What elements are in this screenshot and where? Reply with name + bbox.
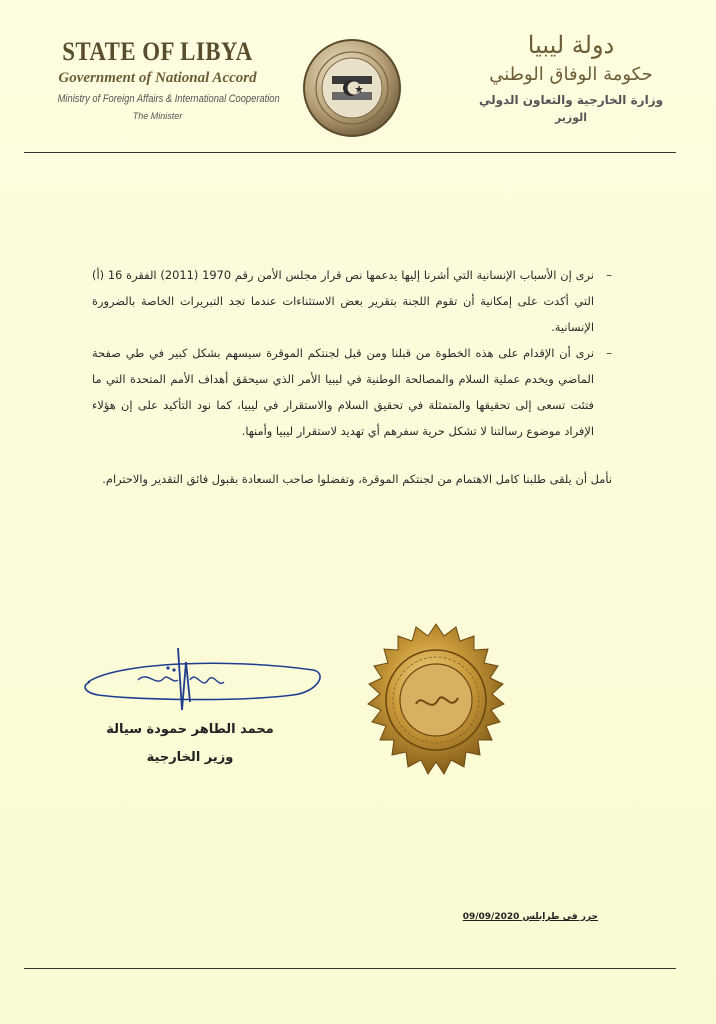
- signatory-name: محمد الطاهر حمودة سيالة: [106, 722, 274, 737]
- office-title-arabic: الوزير: [554, 111, 588, 124]
- ministry-name-arabic: وزارة الخارجية والتعاون الدولي: [478, 93, 664, 107]
- date-line: حرر في طرابلس 09/09/2020: [462, 912, 598, 922]
- body-paragraph-2: – نرى أن الإقدام على هذه الخطوة من قبلنا ومن قبل لجنتكم الموقرة سيسهم بشكل كبير في طي صفحة الماضي ويخدم عملية السلام والمصالحة الوطنية في ليبيا الأمر الذي سيحقق أهداف الأمم المتحدة التي ما فتئت تسعى إلى تحقيقها والمتمثلة في تحقيق السلام والاستقرار في ليبيا، كما نود التأكيد على إن هؤلاء الإفراد موضوع رسالتنا لا تشكل حرية سفرهم أي تهديد لاستقرار ليبيا وأمنها.: [92, 340, 612, 444]
- letterhead-arabic: [466, 30, 676, 124]
- header-divider: [24, 152, 676, 153]
- body-paragraph-1: – نرى إن الأسباب الإنسانية التي أشرنا إليها يدعمها نص قرار مجلس الأمن رقم 1970 (2011) الفقرة 16 (أ) التي أكدت على إمكانية أن تقوم اللجنة بتقرير بعض الاستثناءات عندما تجد التبريرات الخاصة بالضرورة الإنسانية.: [92, 262, 612, 340]
- state-name-english: STATE OF LIBYA: [62, 37, 253, 66]
- footer-divider: [24, 968, 676, 969]
- signatory-title: وزير الخارجية: [146, 750, 234, 765]
- signature-icon: [78, 640, 323, 730]
- state-name-arabic: دولة ليبيا: [527, 31, 615, 59]
- gold-seal-icon: [350, 622, 522, 802]
- government-name-arabic: حكومة الوفاق الوطني: [489, 64, 653, 85]
- state-emblem-icon: [302, 38, 402, 138]
- closing-paragraph: نأمل أن يلقى طلبنا كامل الاهتمام من لجنتكم الموقرة، وتفضلوا صاحب السعادة بقبول فائق التقدير والاحترام.: [102, 472, 612, 486]
- letter-body: [92, 262, 612, 492]
- office-title-english: The Minister: [132, 111, 183, 121]
- government-name-english: Government of National Accord: [58, 70, 257, 86]
- letterhead-english: [40, 37, 280, 121]
- ministry-name-english: Ministry of Foreign Affairs & International Cooperation: [57, 93, 280, 105]
